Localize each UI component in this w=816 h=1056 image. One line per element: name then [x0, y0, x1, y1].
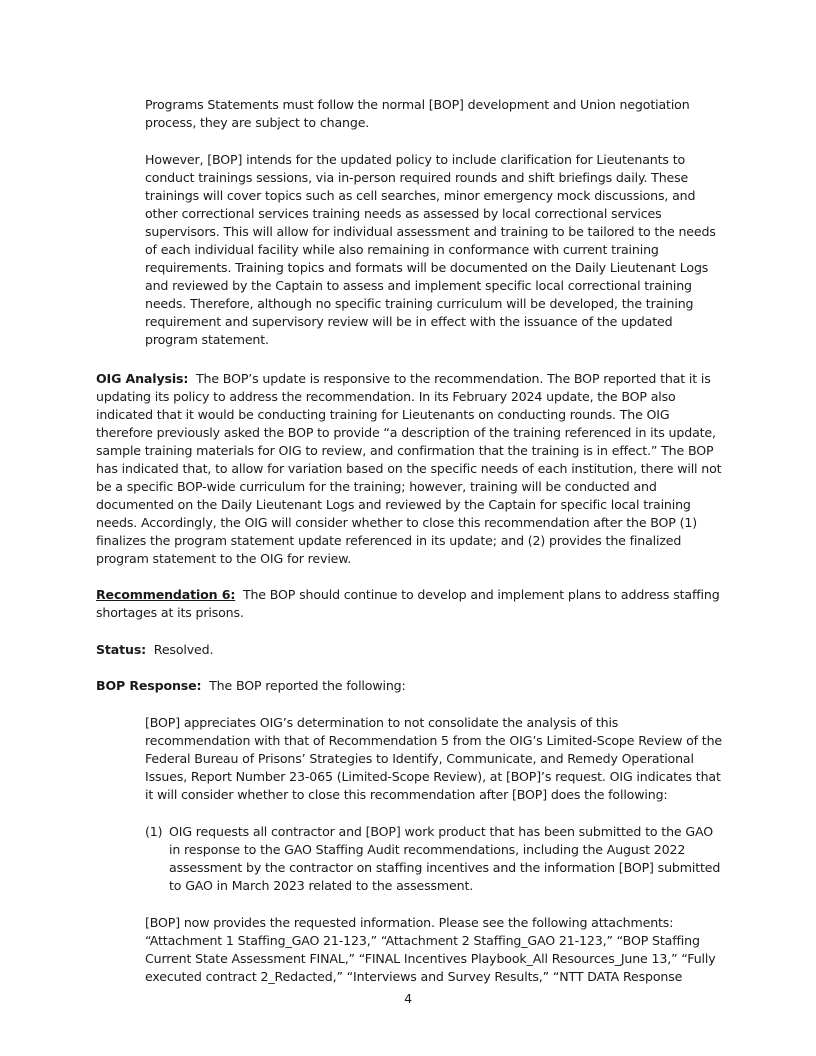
- quote-paragraph-consolidation: [BOP] appreciates OIG’s determination to not consolidate the analysis of this recommendation with that of Recommendation 5 from the OIG’s Limited-Scope Review of the Federal Bureau of Prisons’ Strategies to Identify, Communicate, and Remedy Operational Issues, Report Number 23-065 (Limited-Scope Review), at [BOP]’s request. OIG indicates that it will consider whether to close this recommendation after [BOP] does the following:: [145, 715, 723, 802]
- recommendation-6-text: The BOP should continue to develop and implement plans to address staffing shortages at its prisons.: [96, 587, 720, 620]
- recommendation-6-paragraph: [96, 586, 722, 622]
- status-label: Status:: [96, 642, 147, 657]
- bop-response-text: The BOP reported the following:: [209, 678, 406, 693]
- oig-analysis-label: OIG Analysis:: [96, 371, 189, 386]
- bop-response-label: BOP Response:: [96, 678, 202, 693]
- oig-analysis-paragraph: [96, 370, 722, 568]
- list-item-text: OIG requests all contractor and [BOP] work product that has been submitted to the GAO in response to the GAO Staffing Audit recommendations, including the August 2022 assessment by the contractor on staffing incentives and the information [BOP] submitted to GAO in March 2023 related to the assessment.: [169, 824, 721, 893]
- status-text: Resolved.: [153, 642, 214, 657]
- bop-response-paragraph: [96, 677, 722, 695]
- quote-paragraph-policy-change: Programs Statements must follow the normal [BOP] development and Union negotiation process, they are subject to change.: [145, 97, 690, 130]
- status-paragraph: [96, 641, 722, 659]
- page-number: 4: [404, 991, 412, 1006]
- list-item-number: (1): [145, 824, 163, 839]
- quote-paragraph-attachments: [BOP] now provides the requested information. Please see the following attachments: “Attachment 1 Staffing_GAO 21-123,” “Attachment 2 Staffing_GAO 21-123,” “BOP Staffing Current State Assessment FINAL,” “FINAL Incentives Playbook_All Resources_June 13,” “Fully executed contract 2_Redacted,” “Interviews and Survey Results,” “NTT DATA Response: [145, 915, 716, 984]
- quote-paragraph-training-clarification: However, [BOP] intends for the updated policy to include clarification for Lieutenants to conduct trainings sessions, via in-person required rounds and shift briefings daily. These trainings will cover topics such as cell searches, minor emergency mock discussions, and other correctional services training needs as assessed by local correctional services supervisors. This will allow for individual assessment and training to be tailored to the needs of each individual facility while also remaining in conformance with current training requirements. Training topics and formats will be documented on the Daily Lieutenant Logs and reviewed by the Captain to assess and implement specific local correctional training needs. Therefore, although no specific training curriculum will be developed, the training requirement and supervisory review will be in effect with the issuance of the updated program statement.: [145, 152, 716, 347]
- recommendation-6-label: Recommendation 6:: [96, 587, 236, 602]
- oig-analysis-text: The BOP’s update is responsive to the recommendation. The BOP reported that it is updating its policy to address the recommendation. In its February 2024 update, the BOP also indicated that it would be conducting training for Lieutenants on conducting rounds. The OIG therefore previously asked the BOP to provide “a description of the training referenced in its update, sample training materials for OIG to review, and confirmation that the training is in effect.” The BOP has indicated that, to allow for variation based on the specific needs of each institution, there will not be a specific BOP-wide curriculum for the training; however, training will be conducted and documented on the Daily Lieutenant Logs and reviewed by the Captain for specific local training needs. Accordingly, the OIG will consider whether to close this recommendation after the BOP (1) finalizes the program statement update referenced in its update; and (2) provides the finalized program statement to the OIG for review.: [96, 371, 722, 566]
